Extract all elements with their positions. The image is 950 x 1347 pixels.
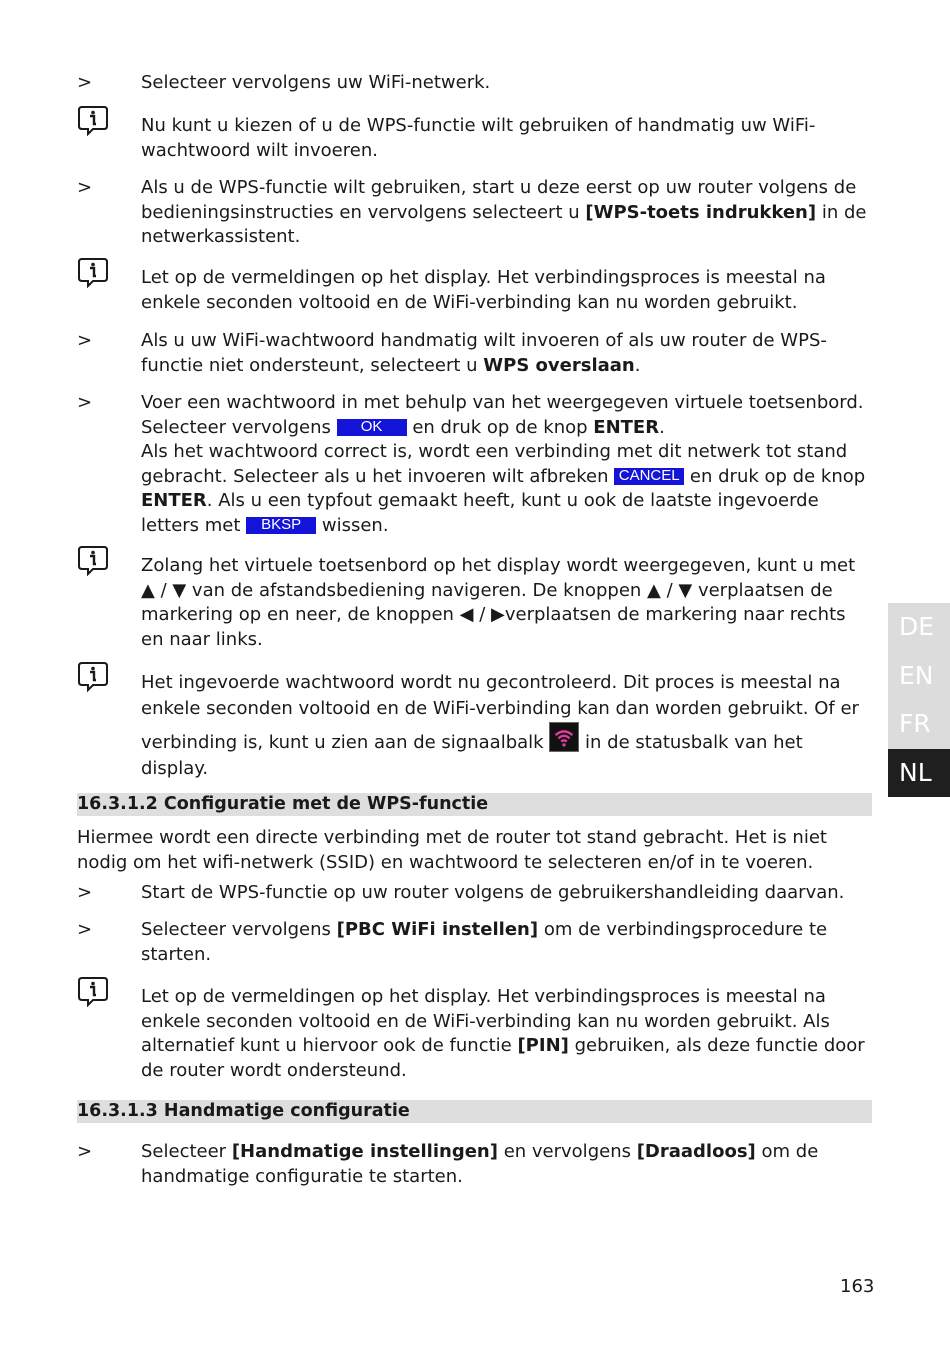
wifi-signal-icon (549, 722, 579, 752)
page-number: 163 (840, 1276, 875, 1297)
language-tab-en: EN (888, 652, 950, 701)
ui-label: [WPS-toets indrukken] (585, 201, 817, 223)
ui-label: [PBC WiFi instellen] (336, 919, 539, 940)
step-text: Selecteer [Handmatige instellingen] en vervolgens [Draadloos] om de handmatige configuratie te starten. (141, 1141, 819, 1187)
step-text: Start de WPS-functie op uw router volgens de gebruikershandleiding daarvan. (141, 882, 845, 903)
ui-label: [PIN] (517, 1035, 569, 1056)
ok-button: OK (337, 419, 407, 436)
language-tab-de: DE (888, 603, 950, 652)
step-marker: > (77, 330, 93, 351)
step-text: Als u de WPS-functie wilt gebruiken, start u deze eerst op uw router volgens de bedieningsinstructies en vervolgens selecteert u [WPS-toets indrukken] in de netwerkassistent. (141, 177, 867, 247)
step-marker: > (77, 392, 93, 413)
section-heading-manual: 16.3.1.3 Handmatige configuratie (77, 1100, 872, 1123)
info-icon (77, 256, 109, 288)
section-intro: Hiermee wordt een directe verbinding met de router tot stand gebracht. Het is niet nodig om het wifi-netwerk (SSID) en wachtwoord te selecteren en/of in te voeren. (77, 827, 827, 873)
step-marker: > (77, 882, 93, 903)
info-icon (77, 104, 109, 136)
info-icon (77, 975, 109, 1007)
step-marker: > (77, 72, 93, 93)
step-marker: > (77, 919, 93, 940)
step-text: Selecteer vervolgens [PBC WiFi instellen] om de verbindingsprocedure te starten. (141, 919, 828, 965)
language-tab-nl: NL (888, 749, 950, 798)
step-marker: > (77, 1141, 93, 1162)
info-icon (77, 660, 109, 692)
note-text: Het ingevoerde wachtwoord wordt nu gecontroleerd. Dit proces is meestal na enkele seconden voltooid en de WiFi-verbinding kan dan worden gebruikt. Of er verbinding is, kunt u zien aan de signaalbalk in de statusbalk van het display. (141, 672, 859, 779)
step-text: Als u uw WiFi-wachtwoord handmatig wilt invoeren of als uw router de WPS-functie niet ondersteunt, selecteert u WPS overslaan. (141, 330, 827, 376)
step-text: Voer een wachtwoord in met behulp van het weergegeven virtuele toetsenbord. Selecteer vervolgens OK en druk op de knop ENTER. Als het wachtwoord correct is, wordt een verbinding met dit netwerk tot stand gebracht. Selecteer als u het invoeren wilt afbreken CANCEL en druk op de knop ENTER. Als u een typfout gemaakt heeft, kunt u ook de laatste ingevoerde letters met BKSP wissen. (141, 392, 866, 536)
language-tab-fr: FR (888, 700, 950, 749)
bksp-button: BKSP (246, 517, 316, 534)
info-icon (77, 544, 109, 576)
step-text: Selecteer vervolgens uw WiFi-netwerk. (141, 72, 491, 93)
note-text: Let op de vermeldingen op het display. Het verbindingsproces is meestal na enkele seconden voltooid en de WiFi-verbinding kan nu worden gebruikt. (141, 267, 826, 313)
ui-label: [Handmatige instellingen] (231, 1141, 498, 1162)
ui-label: [Draadloos] (636, 1141, 756, 1162)
step-marker: > (77, 177, 93, 198)
cancel-button: CANCEL (614, 468, 684, 485)
section-heading-wps: 16.3.1.2 Configuratie met de WPS-functie (77, 793, 872, 816)
note-text: Zolang het virtuele toetsenbord op het display wordt weergegeven, kunt u met ▲ / ▼ van de afstandsbediening navigeren. De knoppen ▲ / ▼ verplaatsen de markering op en neer, de knoppen ◀ / ▶verplaatsen de markering naar rechts en naar links. (141, 555, 856, 650)
note-text: Nu kunt u kiezen of u de WPS-functie wilt gebruiken of handmatig uw WiFi-wachtwoord wilt invoeren. (141, 115, 816, 161)
language-tabs (888, 603, 950, 797)
ui-label: WPS overslaan (483, 354, 635, 376)
note-text: Let op de vermeldingen op het display. Het verbindingsproces is meestal na enkele seconden voltooid en de WiFi-verbinding kan nu worden gebruikt. Als alternatief kunt u hiervoor ook de functie [PIN] gebruiken, als deze functie door de router wordt ondersteund. (141, 986, 865, 1081)
